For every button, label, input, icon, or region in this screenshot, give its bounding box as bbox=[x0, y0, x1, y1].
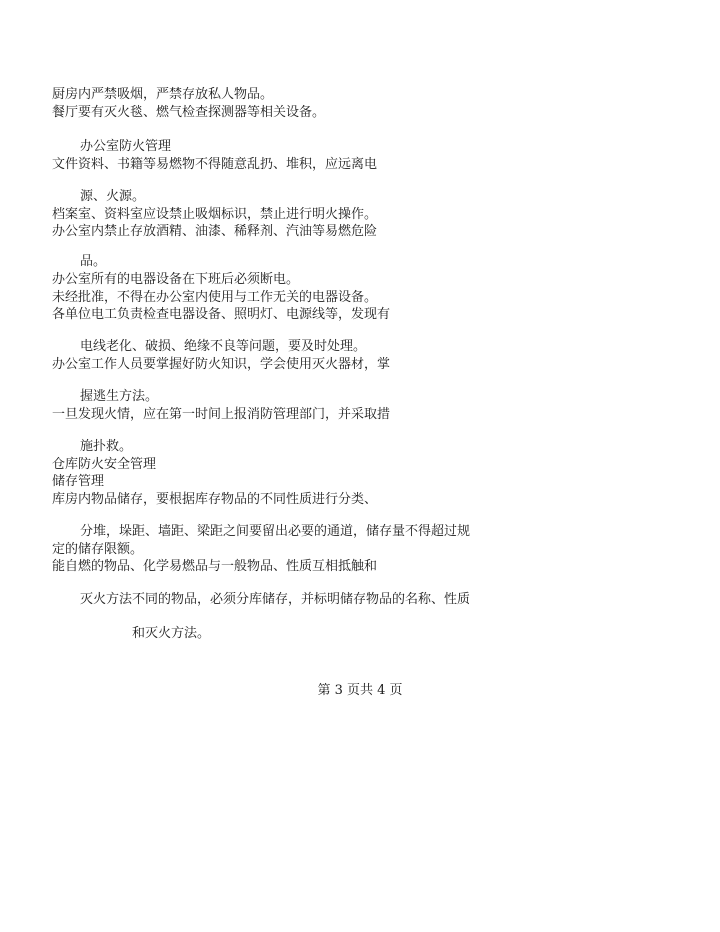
text-line: 一旦发现火情，应在第一时间上报消防管理部门，并采取措 bbox=[52, 407, 391, 422]
section-heading: 储存管理 bbox=[52, 474, 105, 489]
text-line: 和灭火方法。 bbox=[132, 626, 211, 641]
text-line: 能自燃的物品、化学易燃品与一般物品、性质互相抵触和 bbox=[52, 559, 378, 574]
text-line: 品。 bbox=[80, 254, 107, 269]
text-line: 办公室内禁止存放酒精、油漆、稀释剂、汽油等易燃危险 bbox=[52, 224, 378, 239]
text-line: 分堆，垛距、墙距、梁距之间要留出必要的通道，储存量不得超过规 bbox=[80, 524, 471, 539]
section-heading: 仓库防火安全管理 bbox=[52, 457, 157, 472]
text-line: 未经批准，不得在办公室内使用与工作无关的电器设备。 bbox=[52, 290, 378, 305]
text-line: 库房内物品储存，要根据库存物品的不同性质进行分类、 bbox=[52, 492, 378, 507]
text-line: 定的储存限额。 bbox=[52, 542, 144, 557]
section-heading: 办公室防火管理 bbox=[80, 139, 172, 154]
page-footer: 第 3 页共 4 页 bbox=[317, 683, 403, 698]
text-line: 办公室所有的电器设备在下班后必须断电。 bbox=[52, 272, 300, 287]
text-line: 档案室、资料室应设禁止吸烟标识，禁止进行明火操作。 bbox=[52, 207, 378, 222]
text-line: 文件资料、书籍等易燃物不得随意乱扔、堆积，应远离电 bbox=[52, 157, 378, 172]
text-line: 餐厅要有灭火毯、燃气检查探测器等相关设备。 bbox=[52, 105, 326, 120]
text-line: 灭火方法不同的物品，必须分库储存，并标明储存物品的名称、性质 bbox=[80, 592, 471, 607]
text-line: 厨房内严禁吸烟，严禁存放私人物品。 bbox=[52, 87, 274, 102]
text-line: 源、火源。 bbox=[80, 189, 146, 204]
text-line: 施扑救。 bbox=[80, 439, 133, 454]
text-line: 办公室工作人员要掌握好防火知识，学会使用灭火器材，掌 bbox=[52, 357, 391, 372]
text-line: 握逃生方法。 bbox=[80, 389, 159, 404]
text-line: 各单位电工负责检查电器设备、照明灯、电源线等，发现有 bbox=[52, 307, 391, 322]
text-line: 电线老化、破损、绝缘不良等问题，要及时处理。 bbox=[80, 339, 367, 354]
